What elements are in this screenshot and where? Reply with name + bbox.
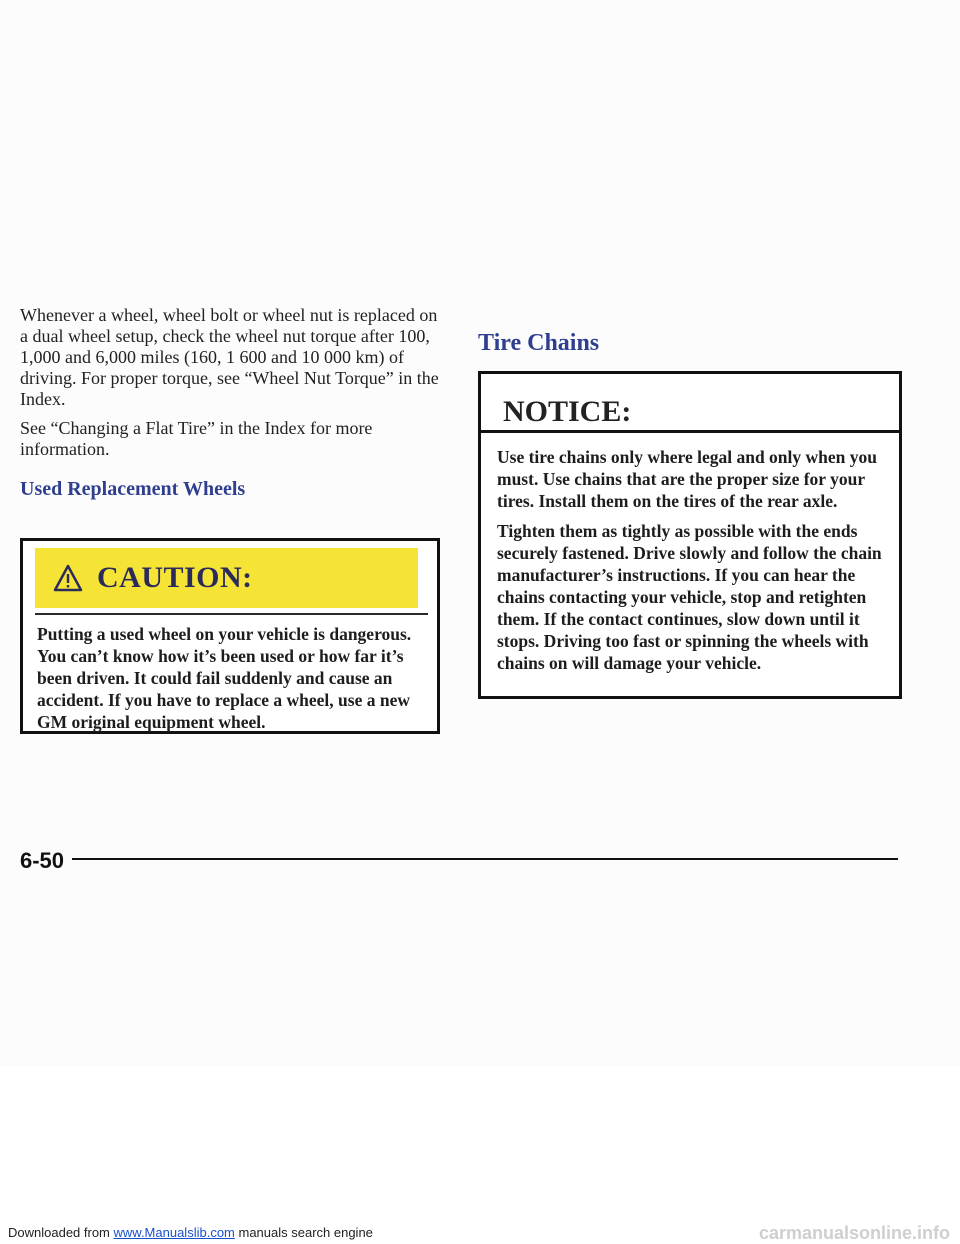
caution-box bbox=[20, 538, 440, 734]
notice-box bbox=[478, 371, 902, 699]
flat-tire-reference-paragraph: See “Changing a Flat Tire” in the Index for more information. bbox=[20, 418, 373, 459]
warning-triangle-icon bbox=[53, 564, 83, 592]
caution-text: Putting a used wheel on your vehicle is dangerous. You can’t know how it’s been used or how far it’s been driven. It could fail suddenly and cause an accident. If you have to replace a wheel, use a new GM original equipment wheel. bbox=[37, 624, 412, 732]
footer-rule bbox=[72, 858, 898, 860]
notice-paragraph-2: Tighten them as tightly as possible with the ends securely fastened. Drive slowly and follow the chain manufacturer’s instructions. If you can hear the chains contacting your vehicle, stop and retighten them. If the contact continues, slow down until it stops. Driving too fast or spinning the wheels with chains on will damage your vehicle. bbox=[497, 521, 882, 673]
notice-title: NOTICE: bbox=[503, 395, 632, 428]
page-number: 6-50 bbox=[20, 848, 65, 873]
right-column bbox=[478, 330, 908, 371]
watermark-suffix: manuals search engine bbox=[234, 1225, 373, 1240]
manualslib-link[interactable]: www.Manualslib.com bbox=[113, 1225, 235, 1240]
download-watermark bbox=[8, 1225, 373, 1240]
caution-divider bbox=[35, 613, 428, 615]
site-watermark: carmanualsonline.info bbox=[758, 1223, 950, 1243]
wheel-torque-paragraph: Whenever a wheel, wheel bolt or wheel nut is replaced on a dual wheel setup, check the wheel nut torque after 100, 1,000 and 6,000 miles (160, 1 600 and 10 000 km) of driving. For proper torque, see “Wheel Nut Torque” in the Index. bbox=[20, 305, 439, 409]
caution-header bbox=[35, 548, 418, 608]
watermark-prefix: Downloaded from bbox=[8, 1225, 114, 1240]
notice-divider bbox=[481, 430, 899, 433]
left-column bbox=[20, 305, 440, 515]
caution-title: CAUTION: bbox=[97, 561, 253, 594]
notice-paragraph-1: Use tire chains only where legal and only when you must. Use chains that are the proper size for your tires. Install them on the tires of the rear axle. bbox=[497, 447, 878, 511]
notice-text bbox=[497, 446, 887, 682]
tire-chains-heading: Tire Chains bbox=[478, 330, 600, 356]
used-wheels-subheading: Used Replacement Wheels bbox=[20, 478, 246, 500]
